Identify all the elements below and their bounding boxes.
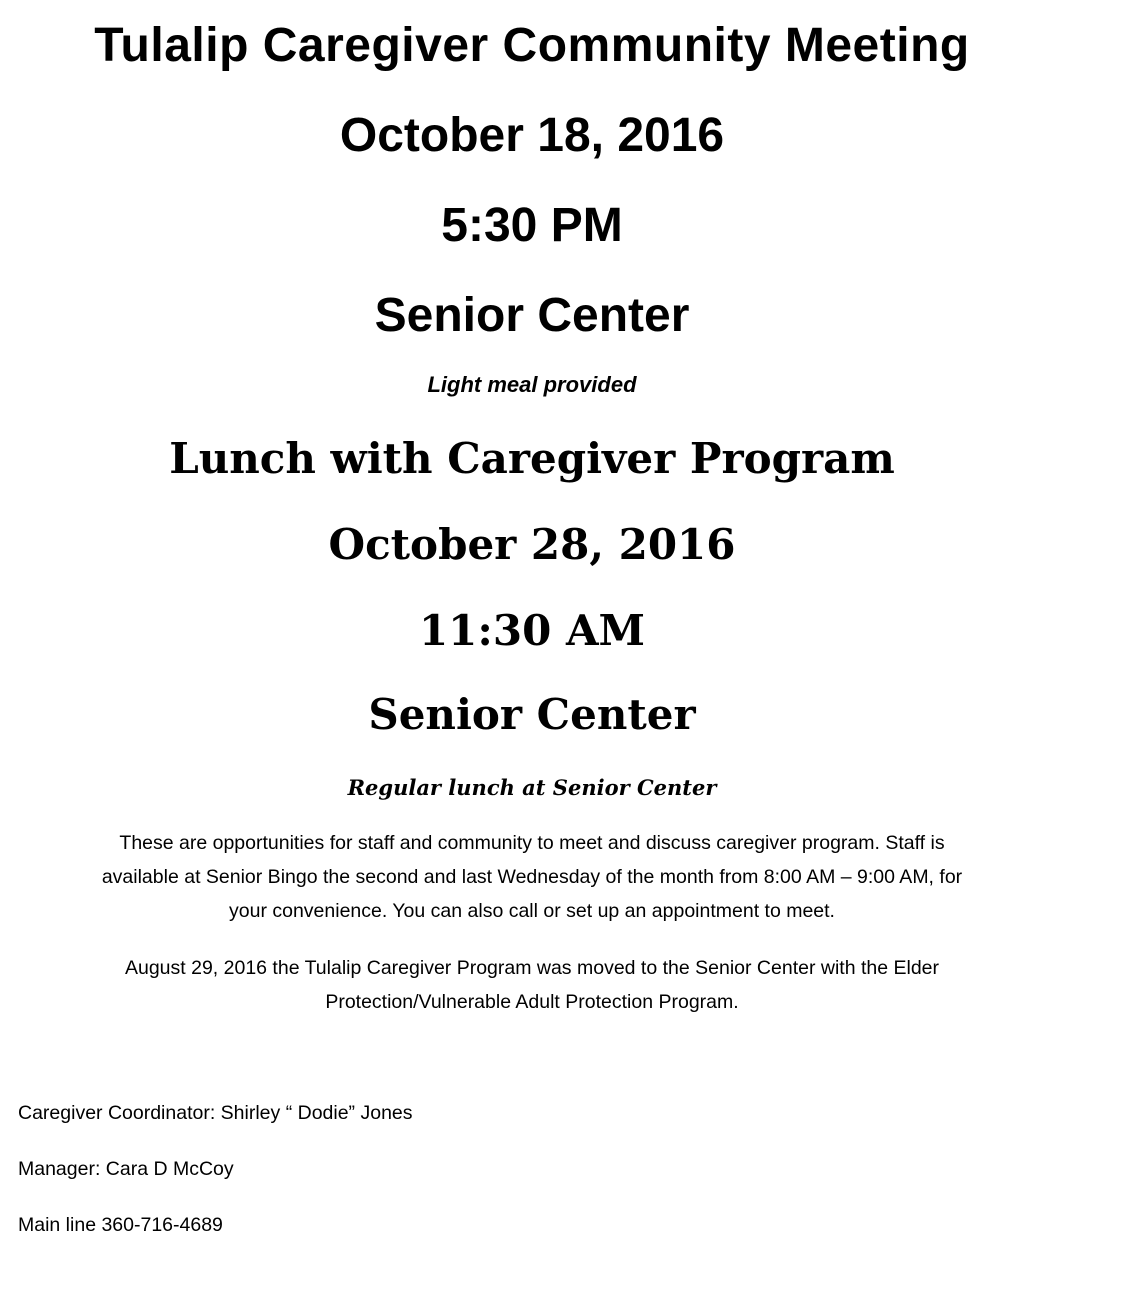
meeting-date: October 18, 2016: [339, 109, 725, 162]
lunch-location: Senior Center: [368, 690, 696, 739]
info-paragraph-line: available at Senior Bingo the second and last Wednesday of the month from 8:00 AM – 9:00 AM, for: [101, 866, 963, 888]
meeting-time: 5:30 PM: [441, 199, 623, 252]
lunch-time: 11:30 AM: [418, 606, 646, 655]
lunch-note: Regular lunch at Senior Center: [347, 775, 717, 800]
relocation-paragraph-line: August 29, 2016 the Tulalip Caregiver Program was moved to the Senior Center with the Elder: [124, 957, 940, 979]
info-paragraph-line: These are opportunities for staff and community to meet and discuss caregiver program. Staff is: [119, 832, 945, 854]
meeting-note: Light meal provided: [427, 372, 637, 397]
relocation-paragraph-line: Protection/Vulnerable Adult Protection Program.: [325, 991, 739, 1013]
coordinator-contact: Caregiver Coordinator: Shirley “ Dodie” Jones: [18, 1102, 413, 1124]
meeting-location: Senior Center: [374, 289, 690, 342]
info-paragraph: [24, 826, 1040, 928]
main-phone-line: Main line 360-716-4689: [18, 1214, 223, 1236]
meeting-title: Tulalip Caregiver Community Meeting: [94, 19, 970, 72]
lunch-title: Lunch with Caregiver Program: [169, 434, 895, 483]
info-paragraph-line: your convenience. You can also call or set up an appointment to meet.: [229, 900, 835, 922]
relocation-paragraph: [24, 951, 1040, 1019]
lunch-date: October 28, 2016: [328, 520, 736, 569]
manager-contact: Manager: Cara D McCoy: [18, 1158, 234, 1180]
